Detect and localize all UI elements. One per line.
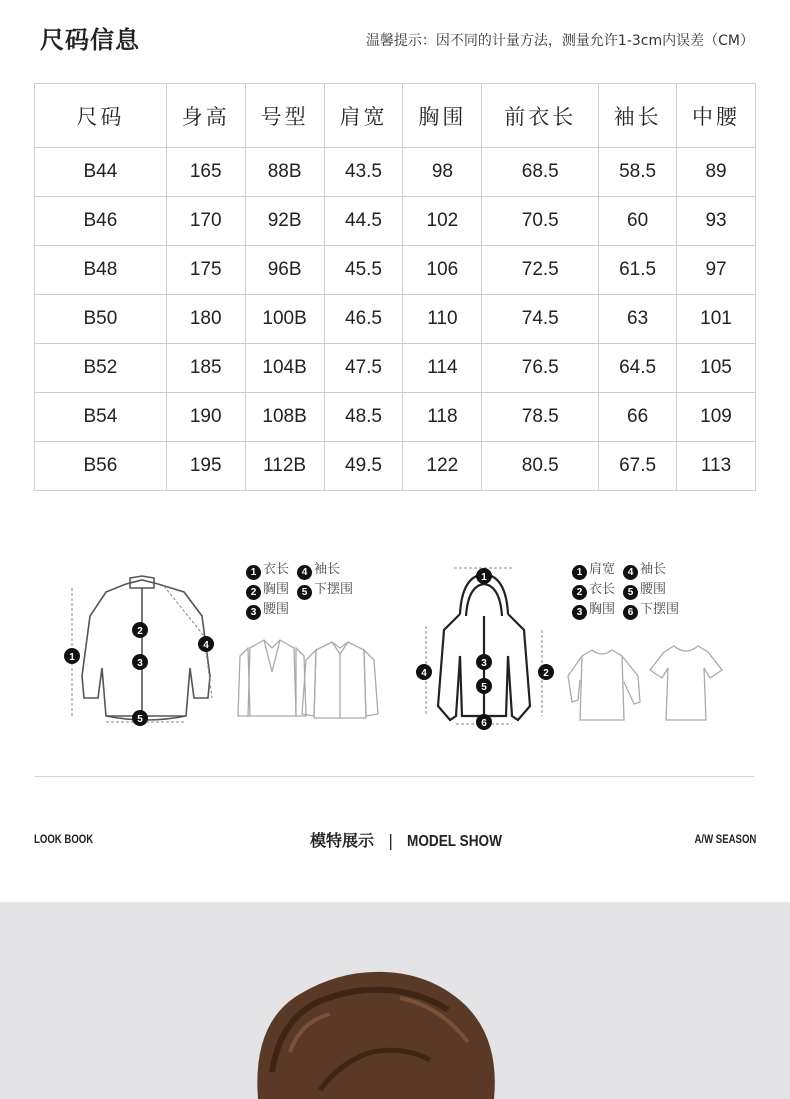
measurement-cell: 72.5	[482, 246, 599, 295]
column-header: 胸围	[403, 84, 482, 148]
diagram-marker: 4	[203, 640, 209, 651]
measurement-cell: 101	[677, 295, 756, 344]
measurement-cell: 114	[403, 344, 482, 393]
legend-label: 腰围	[263, 602, 290, 617]
blazer-icon	[238, 640, 306, 716]
table-row	[35, 393, 756, 442]
legend-label: 胸围	[263, 582, 290, 597]
table-header-row	[35, 84, 756, 148]
legend-label: 袖长	[314, 562, 341, 577]
diagram-marker: 1	[481, 572, 487, 583]
legend-label: 腰围	[640, 582, 667, 597]
page-title: 尺码信息	[40, 26, 140, 54]
model-hair-image	[0, 902, 790, 1099]
size-cell: B54	[35, 393, 167, 442]
diagram-marker: 5	[137, 714, 143, 725]
measurement-cell: 88B	[245, 148, 324, 197]
measurement-cell: 102	[403, 197, 482, 246]
measurement-cell: 80.5	[482, 442, 599, 491]
legend-a	[246, 560, 353, 620]
measurement-cell: 47.5	[324, 344, 403, 393]
measurement-cell: 48.5	[324, 393, 403, 442]
tshirt-icon	[650, 646, 722, 720]
title-separator: |	[388, 831, 394, 850]
legend-label: 袖长	[640, 562, 667, 577]
legend-label: 衣长	[589, 582, 616, 597]
section-divider	[34, 776, 754, 777]
measurement-cell: 78.5	[482, 393, 599, 442]
marker-icon: 6	[623, 605, 638, 620]
size-cell: B46	[35, 197, 167, 246]
measurement-cell: 195	[166, 442, 245, 491]
measurement-cell: 97	[677, 246, 756, 295]
marker-icon: 1	[572, 565, 587, 580]
column-header: 肩宽	[324, 84, 403, 148]
marker-icon: 2	[246, 585, 261, 600]
lookbook-label: LOOK BOOK	[34, 832, 94, 846]
column-header: 号型	[245, 84, 324, 148]
column-header: 袖长	[599, 84, 677, 148]
measurement-cell: 113	[677, 442, 756, 491]
column-header: 尺码	[35, 84, 167, 148]
size-table	[34, 83, 756, 491]
size-cell: B44	[35, 148, 167, 197]
column-header: 中腰	[677, 84, 756, 148]
measurement-cell: 45.5	[324, 246, 403, 295]
measurement-cell: 49.5	[324, 442, 403, 491]
measurement-cell: 68.5	[482, 148, 599, 197]
size-cell: B52	[35, 344, 167, 393]
legend-label: 胸围	[589, 602, 616, 617]
measurement-cell: 180	[166, 295, 245, 344]
model-photo	[0, 902, 790, 1099]
measurement-cell: 104B	[245, 344, 324, 393]
marker-icon: 5	[297, 585, 312, 600]
table-row	[35, 344, 756, 393]
marker-icon: 4	[297, 565, 312, 580]
marker-icon: 5	[623, 585, 638, 600]
measurement-cell: 190	[166, 393, 245, 442]
measurement-cell: 112B	[245, 442, 324, 491]
measurement-cell: 170	[166, 197, 245, 246]
model-show-cn: 模特展示	[310, 831, 375, 850]
measurement-cell: 175	[166, 246, 245, 295]
measurement-cell: 108B	[245, 393, 324, 442]
diagram-marker: 4	[421, 668, 427, 679]
legend-b	[572, 560, 679, 620]
model-show-en: MODEL SHOW	[407, 833, 503, 850]
marker-icon: 3	[246, 605, 261, 620]
measurement-cell: 185	[166, 344, 245, 393]
measurement-cell: 58.5	[599, 148, 677, 197]
measurement-diagrams	[34, 556, 756, 736]
table-row	[35, 148, 756, 197]
shirt-icon	[302, 642, 378, 718]
size-cell: B56	[35, 442, 167, 491]
measurement-cell: 66	[599, 393, 677, 442]
measurement-cell: 96B	[245, 246, 324, 295]
measurement-cell: 105	[677, 344, 756, 393]
model-show-title	[310, 828, 519, 851]
measurement-cell: 74.5	[482, 295, 599, 344]
measurement-cell: 64.5	[599, 344, 677, 393]
measurement-cell: 89	[677, 148, 756, 197]
diagram-marker: 3	[137, 658, 143, 669]
table-row	[35, 295, 756, 344]
diagram-marker: 3	[481, 658, 487, 669]
measurement-cell: 76.5	[482, 344, 599, 393]
measurement-cell: 61.5	[599, 246, 677, 295]
measurement-cell: 70.5	[482, 197, 599, 246]
diagram-marker: 6	[481, 718, 487, 729]
diagram-marker: 2	[543, 668, 549, 679]
measurement-cell: 110	[403, 295, 482, 344]
measurement-cell: 43.5	[324, 148, 403, 197]
measurement-cell: 63	[599, 295, 677, 344]
column-header: 前衣长	[482, 84, 599, 148]
measurement-cell: 44.5	[324, 197, 403, 246]
measurement-cell: 93	[677, 197, 756, 246]
measurement-tip: 温馨提示：因不同的计量方法，测量允许1-3cm内误差（CM）	[365, 33, 754, 49]
table-row	[35, 197, 756, 246]
measurement-cell: 67.5	[599, 442, 677, 491]
column-header: 身高	[166, 84, 245, 148]
measurement-cell: 122	[403, 442, 482, 491]
legend-label: 肩宽	[589, 562, 616, 577]
measurement-cell: 109	[677, 393, 756, 442]
season-label: A/W SEASON	[694, 832, 756, 846]
measurement-cell: 100B	[245, 295, 324, 344]
measurement-cell: 92B	[245, 197, 324, 246]
diagram-marker: 1	[69, 652, 75, 663]
measurement-cell: 46.5	[324, 295, 403, 344]
marker-icon: 4	[623, 565, 638, 580]
legend-label: 衣长	[263, 562, 290, 577]
table-row	[35, 246, 756, 295]
size-cell: B50	[35, 295, 167, 344]
measurement-cell: 165	[166, 148, 245, 197]
measurement-cell: 106	[403, 246, 482, 295]
diagram-marker: 5	[481, 682, 487, 693]
header	[0, 0, 790, 80]
marker-icon: 3	[572, 605, 587, 620]
measurement-cell: 60	[599, 197, 677, 246]
long-sleeve-tee-icon	[568, 650, 640, 720]
marker-icon: 1	[246, 565, 261, 580]
legend-label: 下摆围	[640, 602, 680, 617]
diagram-marker: 2	[137, 626, 143, 637]
measurement-cell: 118	[403, 393, 482, 442]
legend-label: 下摆围	[314, 582, 354, 597]
measurement-cell: 98	[403, 148, 482, 197]
marker-icon: 2	[572, 585, 587, 600]
size-cell: B48	[35, 246, 167, 295]
table-row	[35, 442, 756, 491]
model-show-bar	[34, 828, 756, 852]
